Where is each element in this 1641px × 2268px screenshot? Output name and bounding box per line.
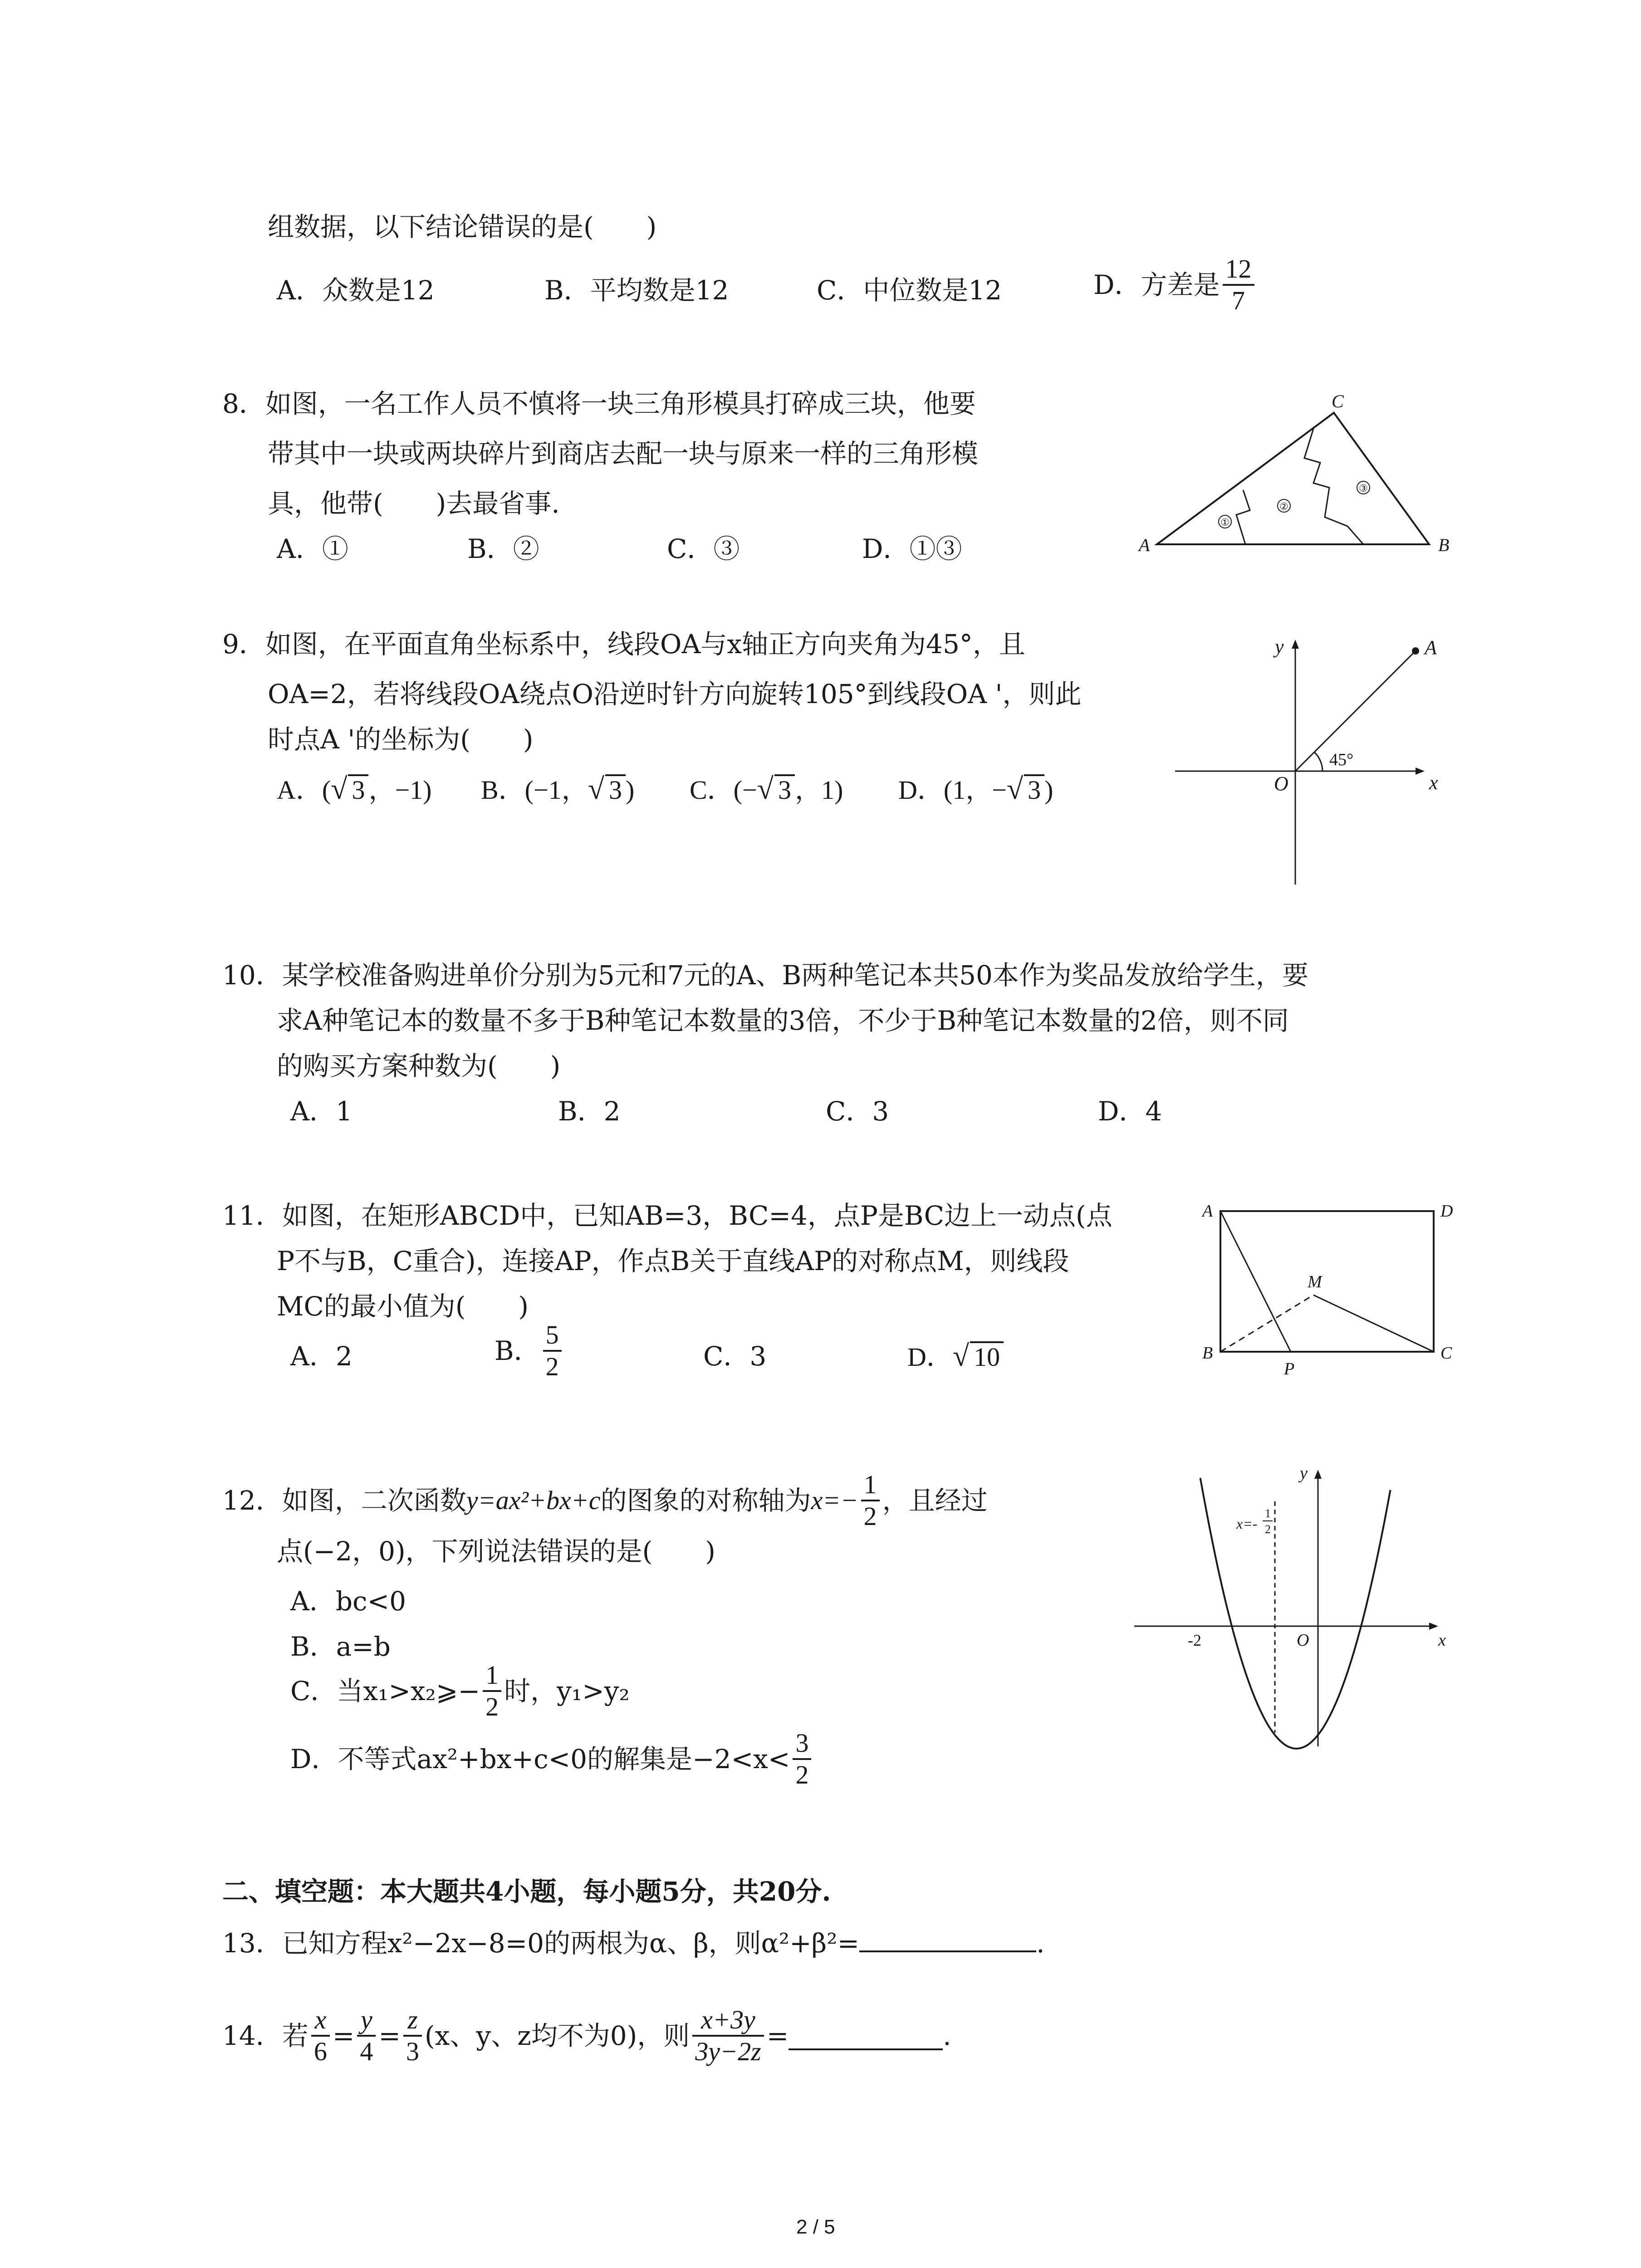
q8-option-c: C．③: [667, 533, 740, 564]
q7-option-a: A．众数是12: [277, 275, 435, 306]
q11-option-b: B． $\frac{5}{2}$: [495, 1320, 564, 1382]
vertex-b-label: B: [1438, 535, 1450, 555]
q8-line3: 具，他带( )去最省事.: [268, 488, 560, 519]
q14-line: 14．若 $\frac{x}{6}$ = $\frac{y}{4}$ = $\frac{z}{3}$ (x、y、z均不为0)，则 $\frac{x+3y}{3y-2z}$ = .: [222, 2005, 951, 2066]
y-axis-label: y: [1275, 635, 1284, 658]
vertex-a-label: A: [1139, 535, 1150, 555]
q10-option-d: D．4: [1098, 1096, 1162, 1127]
y-axis-label: y: [1300, 1464, 1308, 1483]
page-number: 2 / 5: [796, 2216, 835, 2238]
q12-option-d: D．不等式ax²+bx+c<0的解集是−2<x< $\frac{3}{2}$: [290, 1728, 814, 1790]
q12-line1: 12．如图，二次函数y=ax²+bx+c的图象的对称轴为x=− $\frac{1}{2}$ ，且经过: [222, 1470, 988, 1531]
q12-line2: 点(−2，0)，下列说法错误的是( ): [277, 1536, 715, 1567]
symmetry-axis-label: x=-: [1236, 1515, 1258, 1532]
q9-line1: 9．如图，在平面直角坐标系中，线段OA与x轴正方向夹角为45°，且: [222, 629, 1025, 660]
point-p-label: P: [1284, 1359, 1295, 1378]
q11-option-c: C．3: [703, 1341, 767, 1372]
q10-option-a: A．1: [290, 1096, 353, 1127]
q12-option-a: A．bc<0: [290, 1586, 406, 1617]
q10-option-c: C．3: [826, 1096, 889, 1127]
q11-line1: 11．如图，在矩形ABCD中，已知AB=3，BC=4，点P是BC边上一动点(点: [222, 1200, 1112, 1231]
vertex-d-label: D: [1440, 1202, 1453, 1221]
piece-2-label: ②: [1279, 501, 1288, 512]
q12-option-c: C．当x₁>x₂⩾− $\frac{1}{2}$ 时，y₁>y₂: [290, 1660, 630, 1721]
q9-option-c: C．(−√ 3 ，1): [690, 772, 843, 806]
q13-line: 13．已知方程x²−2x−8=0的两根为α、β，则α²+β²= .: [222, 1923, 1045, 1961]
origin-label: O: [1297, 1631, 1309, 1650]
q7-option-c: C．中位数是12: [817, 275, 1002, 306]
q10-option-b: B．2: [558, 1096, 621, 1127]
q9-line2: OA=2，若将线段OA绕点O沿逆时针方向旋转105°到线段OA '，则此: [268, 679, 1082, 709]
q7-stem: 组数据，以下结论错误的是( ): [268, 211, 657, 242]
q13-answer-blank[interactable]: [859, 1923, 1036, 1952]
q9-option-a: A．(√ 3 ，−1): [277, 772, 432, 806]
q8-option-a: A．①: [277, 533, 348, 564]
vertex-a-label: A: [1202, 1202, 1213, 1221]
vertex-b-label: B: [1202, 1344, 1213, 1363]
q10-line2: 求A种笔记本的数量不多于B种笔记本数量的3倍，不少于B种笔记本数量的2倍，则不同: [277, 1005, 1289, 1036]
q10-line1: 10．某学校准备购进单价分别为5元和7元的A、B两种笔记本共50本作为奖品发放给学生，要: [222, 960, 1308, 991]
q14-answer-blank[interactable]: [789, 2021, 943, 2050]
q9-option-d: D．(1，−√ 3 ): [898, 772, 1053, 806]
q7-option-b: B．平均数是12: [544, 275, 729, 306]
q12-parabola-figure: [1125, 1461, 1452, 1751]
section-2-heading: 二、填空题：本大题共4小题，每小题5分，共20分.: [222, 1876, 831, 1907]
vertex-c-label: C: [1440, 1344, 1452, 1363]
parabola-curve: [1200, 1478, 1391, 1749]
minus-two-label: -2: [1188, 1631, 1201, 1649]
q8-triangle-figure: [1134, 390, 1470, 562]
q11-option-d: D．√ 10: [907, 1338, 1004, 1375]
vertex-c-label: C: [1332, 391, 1344, 411]
q8-line1: 8．如图，一名工作人员不慎将一块三角形模具打碎成三块，他要: [222, 388, 976, 419]
x-axis-label: x: [1438, 1631, 1446, 1650]
angle-label: 45°: [1329, 750, 1354, 769]
point-m-label: M: [1308, 1272, 1322, 1291]
origin-label: O: [1274, 772, 1288, 795]
q8-line2: 带其中一块或两块碎片到商店去配一块与原来一样的三角形模: [268, 438, 979, 469]
x-axis-label: x: [1429, 772, 1438, 794]
q11-rectangle-figure: [1189, 1193, 1470, 1378]
q9-coordinate-figure: [1171, 631, 1452, 898]
q11-line2: P不与B，C重合)，连接AP，作点B关于直线AP的对称点M，则线段: [277, 1246, 1069, 1276]
q11-option-a: A．2: [290, 1341, 353, 1372]
q9-option-b: B．(−1，√ 3 ): [481, 772, 635, 806]
q7-option-d: D．方差是 $\frac{12}{7}$: [1093, 254, 1257, 316]
q9-line3: 时点A '的坐标为( ): [268, 724, 534, 755]
q8-option-b: B．②: [467, 533, 539, 564]
q12-option-b: B．a=b: [290, 1631, 391, 1662]
symmetry-axis-num: 1: [1265, 1507, 1271, 1520]
point-a-label: A: [1425, 636, 1437, 659]
piece-1-label: ①: [1220, 517, 1230, 528]
q8-option-d: D．①③: [862, 533, 962, 564]
q11-line3: MC的最小值为( ): [277, 1291, 529, 1322]
piece-3-label: ③: [1359, 483, 1368, 494]
symmetry-axis-den: 2: [1265, 1523, 1271, 1536]
q10-line3: 的购买方案种数为( ): [277, 1051, 561, 1081]
